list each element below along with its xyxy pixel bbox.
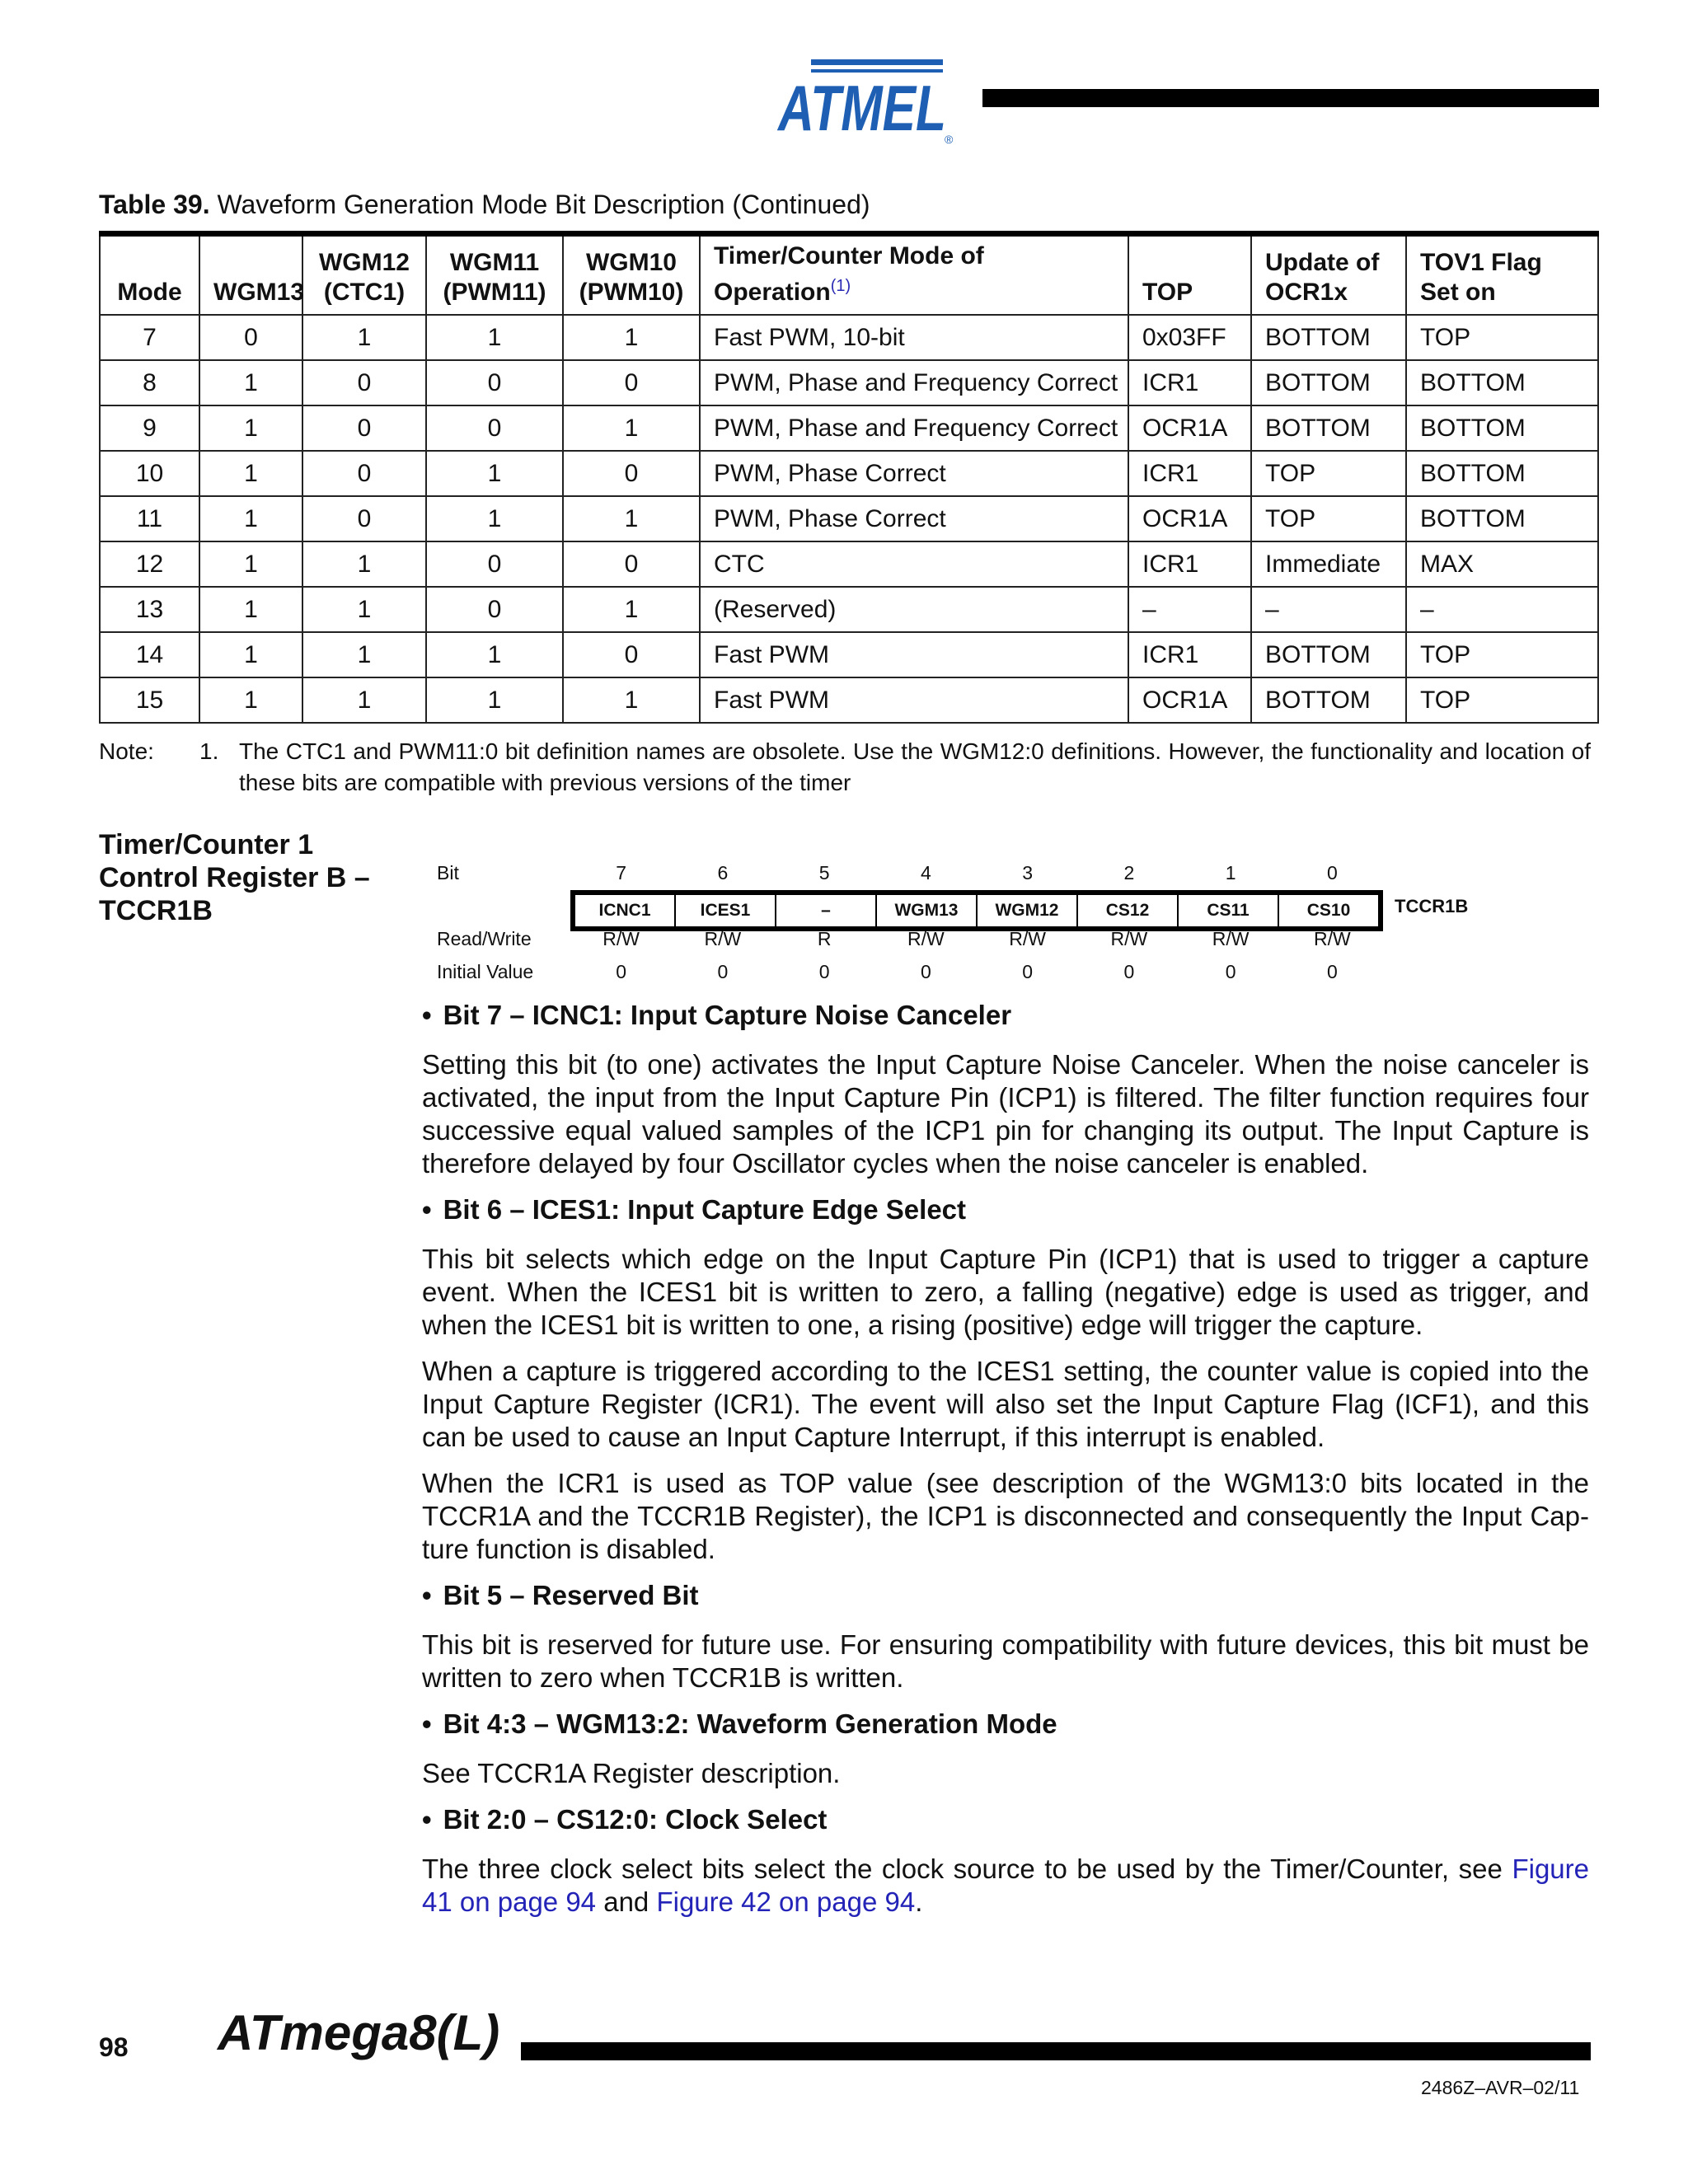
bit5-paragraph: This bit is reserved for future use. For ensuring compatibility with future devices, this bit must be written to zero when TCCR1B is written. — [422, 1629, 1589, 1693]
register-rw-label: Read/Write — [437, 928, 532, 949]
register-initial-values — [570, 961, 1383, 983]
table-cell: 15 — [100, 677, 199, 723]
table-cell: 8 — [100, 360, 199, 405]
table-cell: 1 — [199, 541, 302, 587]
table-cell: 1 — [199, 677, 302, 723]
register-initial-value: 0 — [1123, 961, 1135, 982]
col-update-header: Update of OCR1x — [1251, 234, 1406, 316]
table-row — [100, 541, 1598, 587]
table-cell: 0 — [563, 541, 700, 587]
col-wgm11-header: WGM11 (PWM11) — [426, 234, 563, 316]
register-initial-value: 0 — [920, 961, 931, 982]
table-cell: PWM, Phase and Frequency Correct — [700, 405, 1128, 451]
register-field: WGM12 — [976, 895, 1076, 926]
table-cell: 0 — [426, 541, 563, 587]
table-cell: 0 — [563, 451, 700, 496]
table-cell: 7 — [100, 315, 199, 360]
table-cell: 1 — [302, 541, 426, 587]
table-cell: 12 — [100, 541, 199, 587]
note-label: Note: — [99, 738, 154, 764]
col-top-header: TOP — [1128, 234, 1251, 316]
table-cell: 0 — [563, 632, 700, 677]
table-cell: OCR1A — [1128, 496, 1251, 541]
table-cell: 1 — [199, 632, 302, 677]
table-row — [100, 677, 1598, 723]
footer-title: ATmega8(L) — [218, 2005, 500, 2060]
table-cell: 0 — [563, 360, 700, 405]
table-cell: 13 — [100, 587, 199, 632]
register-initial-value: 0 — [717, 961, 729, 982]
table-cell: 1 — [199, 405, 302, 451]
register-rw-value: R — [817, 928, 832, 949]
table-caption-text: Waveform Generation Mode Bit Description (Continued) — [217, 190, 870, 219]
register-rw-value: R/W — [907, 928, 945, 949]
atmel-logo — [773, 54, 963, 147]
register-bit-label: Bit — [437, 862, 459, 883]
page-number: 98 — [99, 2032, 129, 2062]
table-cell: PWM, Phase Correct — [700, 496, 1128, 541]
register-bit-numbers — [570, 862, 1383, 884]
table-cell: 0 — [302, 496, 426, 541]
register-initial-label: Initial Value — [437, 961, 534, 982]
col-tov1-header: TOV1 Flag Set on — [1406, 234, 1598, 316]
table-cell: 0 — [426, 587, 563, 632]
table-cell: BOTTOM — [1406, 496, 1598, 541]
col-wgm10-header: WGM10 (PWM10) — [563, 234, 700, 316]
register-rw-value: R/W — [704, 928, 742, 949]
table-cell: (Reserved) — [700, 587, 1128, 632]
col-wgm13-header: WGM13 — [199, 234, 302, 316]
table-row — [100, 451, 1598, 496]
register-field: WGM13 — [875, 895, 976, 926]
table-cell: 1 — [199, 587, 302, 632]
register-initial-value: 0 — [1326, 961, 1338, 982]
register-bit-number: 3 — [1022, 862, 1034, 883]
table-cell: 1 — [426, 315, 563, 360]
table-cell: 1 — [302, 632, 426, 677]
bit6-paragraph-3: When the ICR1 is used as TOP value (see description of the WGM13:0 bits located in the TCCR1A and the TCCR1B Register), the ICP1 is disconnected and consequently the Input Cap-ture function is disabled. — [422, 1468, 1589, 1564]
table-cell: Fast PWM — [700, 677, 1128, 723]
table-cell: 0 — [302, 360, 426, 405]
col-wgm12-header: WGM12 (CTC1) — [302, 234, 426, 316]
bit-descriptions — [422, 999, 1589, 1932]
table-cell: 0 — [426, 405, 563, 451]
table-row — [100, 405, 1598, 451]
table-cell: 1 — [426, 496, 563, 541]
table-cell: – — [1406, 587, 1598, 632]
waveform-mode-table — [99, 231, 1599, 724]
table-cell: 1 — [426, 451, 563, 496]
registered-mark: ® — [945, 133, 954, 146]
atmel-logo-graphic — [773, 54, 963, 147]
table-cell: 1 — [302, 587, 426, 632]
table-cell: TOP — [1251, 496, 1406, 541]
register-rw-value: R/W — [1212, 928, 1250, 949]
table-cell: BOTTOM — [1251, 360, 1406, 405]
table-cell: – — [1251, 587, 1406, 632]
table-cell: 1 — [563, 496, 700, 541]
register-bit-number: 6 — [717, 862, 729, 883]
table-cell: 1 — [199, 451, 302, 496]
col-operation-header: Timer/Counter Mode of Operation$^{(1)}$ — [700, 234, 1128, 316]
bit20-heading: • Bit 2:0 – CS12:0: Clock Select — [422, 1804, 828, 1835]
table-cell: OCR1A — [1128, 405, 1251, 451]
table-cell: 1 — [302, 315, 426, 360]
register-field: CS12 — [1076, 895, 1177, 926]
register-bit-number: 1 — [1225, 862, 1236, 883]
table-cell: 1 — [199, 496, 302, 541]
table-cell: 1 — [563, 587, 700, 632]
table-cell: 0 — [302, 405, 426, 451]
table-cell: 1 — [302, 677, 426, 723]
table-cell: CTC — [700, 541, 1128, 587]
table-row — [100, 315, 1598, 360]
register-field: CS10 — [1278, 895, 1378, 926]
table-cell: 0 — [199, 315, 302, 360]
table-cell: 11 — [100, 496, 199, 541]
register-field: ICNC1 — [598, 901, 651, 920]
table-cell: 0 — [302, 451, 426, 496]
bit6-paragraph-1: This bit selects which edge on the Input Capture Pin (ICP1) that is used to trigger a capture event. When the ICES1 bit is written to zero, a falling (negative) edge is used as trigger, and when the ICES1 bit is written to one, a rising (positive) edge will trigger the capture. — [422, 1244, 1589, 1340]
table-cell: 1 — [563, 677, 700, 723]
table-cell: BOTTOM — [1406, 360, 1598, 405]
register-rw-value: R/W — [1314, 928, 1351, 949]
register-fields — [570, 890, 1383, 931]
col-mode-header: Mode — [100, 234, 199, 316]
register-name: TCCR1B — [1395, 896, 1469, 916]
table-cell: Fast PWM — [700, 632, 1128, 677]
figure42-link[interactable]: Figure 42 on page 94 — [656, 1886, 916, 1917]
table-cell: MAX — [1406, 541, 1598, 587]
bit5-heading: • Bit 5 – Reserved Bit — [422, 1580, 699, 1610]
table-cell: ICR1 — [1128, 632, 1251, 677]
register-rw-value: R/W — [603, 928, 640, 949]
table-cell: 0x03FF — [1128, 315, 1251, 360]
bit43-heading: • Bit 4:3 – WGM13:2: Waveform Generation Mode — [422, 1708, 1057, 1739]
bit7-paragraph: Setting this bit (to one) activates the Input Capture Noise Canceler. When the noise canceler is activated, the input from the Input Capture Pin (ICP1) is filtered. The filter function requires four successive equal valued samples of the ICP1 pin for changing its output. The Input Capture is therefore delayed by four Oscillator cycles when the noise canceler is enabled. — [422, 1049, 1589, 1179]
table-cell: Immediate — [1251, 541, 1406, 587]
register-initial-value: 0 — [1225, 961, 1236, 982]
table-cell: 14 — [100, 632, 199, 677]
table-row — [100, 632, 1598, 677]
table-cell: TOP — [1406, 315, 1598, 360]
table-cell: TOP — [1406, 677, 1598, 723]
table-row — [100, 587, 1598, 632]
table-cell: BOTTOM — [1251, 677, 1406, 723]
register-initial-value: 0 — [818, 961, 830, 982]
register-field: ICES1 — [674, 895, 775, 926]
section-heading: Timer/Counter 1 Control Register B – TCCR1B — [99, 829, 370, 926]
register-bit-number: 0 — [1326, 862, 1338, 883]
table-header-row — [100, 234, 1598, 316]
table-row — [100, 360, 1598, 405]
table-cell: Fast PWM, 10-bit — [700, 315, 1128, 360]
register-bit-number: 2 — [1123, 862, 1135, 883]
table-cell: 0 — [426, 360, 563, 405]
register-rw-value: R/W — [1110, 928, 1148, 949]
table-cell: 10 — [100, 451, 199, 496]
note-number: 1. — [199, 738, 219, 764]
register-field: CS11 — [1177, 895, 1278, 926]
table-cell: BOTTOM — [1251, 315, 1406, 360]
table-caption-label: Table 39. — [99, 190, 210, 219]
table-cell: 1 — [199, 360, 302, 405]
bit7-heading: • Bit 7 – ICNC1: Input Capture Noise Canceler — [422, 1000, 1012, 1030]
table-cell: ICR1 — [1128, 541, 1251, 587]
table-cell: PWM, Phase and Frequency Correct — [700, 360, 1128, 405]
table-row — [100, 496, 1598, 541]
register-field: – — [775, 895, 875, 926]
register-initial-value: 0 — [1022, 961, 1034, 982]
table-cell: BOTTOM — [1406, 405, 1598, 451]
document-code: 2486Z–AVR–02/11 — [1421, 2077, 1580, 2098]
table-cell: OCR1A — [1128, 677, 1251, 723]
table-cell: ICR1 — [1128, 360, 1251, 405]
table-cell: 1 — [426, 632, 563, 677]
table-cell: – — [1128, 587, 1251, 632]
footer-rule — [521, 2042, 1591, 2060]
logo-wordmark: ATMEL — [776, 72, 946, 144]
register-bit-number: 4 — [920, 862, 931, 883]
note-text: The CTC1 and PWM11:0 bit definition names are obsolete. Use the WGM12:0 definitions. However, the functionality and location of these bits are compatible with previous versions of the timer — [239, 738, 1591, 795]
bit6-heading: • Bit 6 – ICES1: Input Capture Edge Select — [422, 1194, 967, 1225]
footnote-ref[interactable]: (1) — [830, 277, 851, 295]
table-cell: BOTTOM — [1251, 405, 1406, 451]
register-rw-values — [570, 928, 1383, 950]
table-cell: 1 — [563, 315, 700, 360]
table-cell: 1 — [563, 405, 700, 451]
bit6-paragraph-2: When a capture is triggered according to the ICES1 setting, the counter value is copied into the Input Capture Register (ICR1). The event will also set the Input Capture Flag (ICF1), and this can be used to cause an Input Capture Interrupt, if this interrupt is enabled. — [422, 1356, 1589, 1452]
bit20-paragraph: The three clock select bits select the clock source to be used by the Timer/Counter, see Figure 41 on page 94 and Figure 42 on page 94. — [422, 1854, 1589, 1917]
figure41-link[interactable]: Figure 41 on page 94 — [422, 1854, 1589, 1917]
table-cell: 1 — [426, 677, 563, 723]
table-cell: TOP — [1251, 451, 1406, 496]
register-bit-number: 5 — [818, 862, 830, 883]
register-rw-value: R/W — [1009, 928, 1046, 949]
table-cell: TOP — [1406, 632, 1598, 677]
table-caption — [99, 190, 870, 220]
table-cell: BOTTOM — [1406, 451, 1598, 496]
table-cell: ICR1 — [1128, 451, 1251, 496]
table-cell: PWM, Phase Correct — [700, 451, 1128, 496]
bit43-paragraph: See TCCR1A Register description. — [422, 1758, 841, 1788]
table-cell: BOTTOM — [1251, 632, 1406, 677]
header-rule — [982, 89, 1599, 107]
table-cell: 9 — [100, 405, 199, 451]
register-initial-value: 0 — [616, 961, 627, 982]
register-bit-number: 7 — [616, 862, 627, 883]
